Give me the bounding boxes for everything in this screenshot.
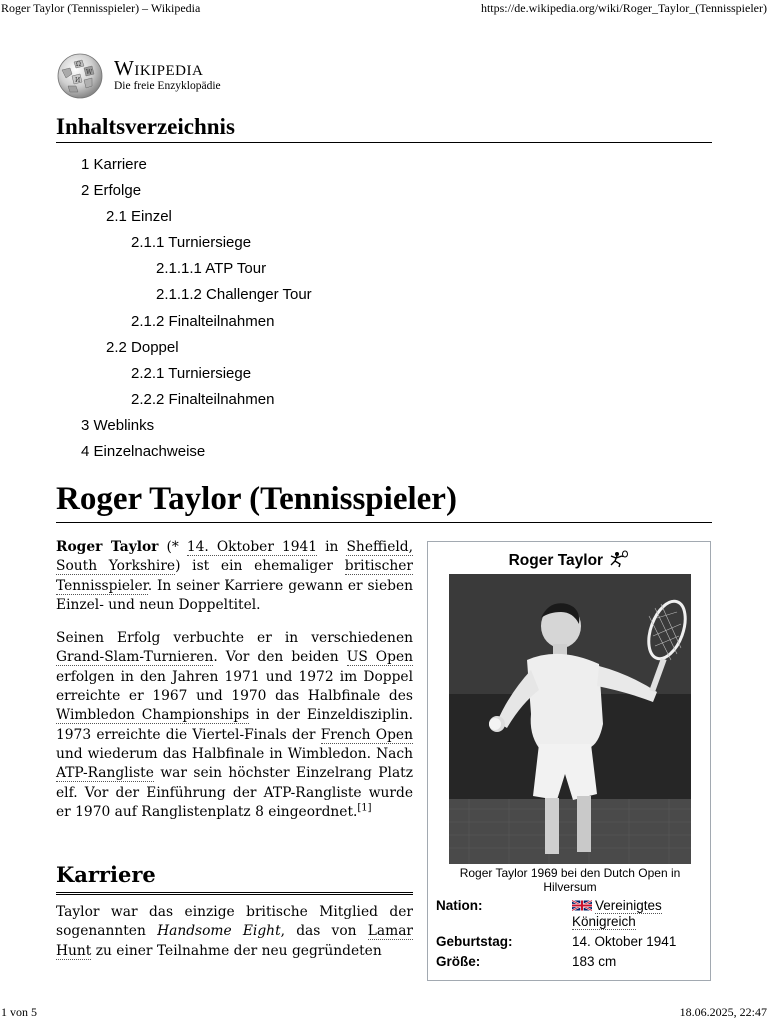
text: und wiederum das Halbfinale in Wimbledon. Nach bbox=[56, 745, 413, 762]
lamar-hunt-link[interactable]: Lamar Hunt bbox=[56, 923, 414, 959]
print-url: https://de.wikipedia.org/wiki/Roger_Taylor_(Tennisspieler) bbox=[480, 1, 767, 15]
toc-item[interactable]: 2.1.1.2 Challenger Tour bbox=[156, 286, 312, 304]
career-summary-paragraph bbox=[56, 629, 413, 822]
toc-item[interactable]: 2.1.1 Turniersiege bbox=[131, 234, 252, 252]
infobox-key: Nation: bbox=[436, 898, 483, 913]
print-page-title: Roger Taylor (Tennisspieler) – Wikipedia bbox=[1, 1, 201, 15]
infobox-title-text: Roger Taylor bbox=[508, 552, 604, 569]
text: Seinen Erfolg verbuchte er in verschiedenen bbox=[56, 630, 413, 647]
birthplace-link[interactable]: Sheffield, South Yorkshire bbox=[56, 539, 413, 575]
infobox-key: Geburtstag: bbox=[436, 934, 513, 949]
svg-text:W: W bbox=[86, 69, 93, 76]
toc-item[interactable]: 2.1 Einzel bbox=[106, 208, 172, 226]
infobox-row bbox=[436, 954, 710, 974]
infobox-value: 14. Oktober 1941 bbox=[572, 934, 677, 949]
intro-paragraph bbox=[56, 538, 413, 615]
nationality-link[interactable]: britischer Tennisspieler bbox=[56, 558, 413, 594]
emphasis-text: Handsome Eight bbox=[157, 923, 281, 940]
text: in bbox=[317, 539, 347, 555]
toc-heading: Inhaltsverzeichnis bbox=[56, 114, 712, 143]
text: (* bbox=[158, 539, 187, 555]
infobox-title bbox=[428, 550, 710, 570]
grand-slam-link[interactable]: Grand-Slam-Turnieren bbox=[56, 649, 214, 666]
infobox-row bbox=[436, 934, 710, 954]
print-datetime: 18.06.2025, 22:47 bbox=[679, 1005, 767, 1019]
karriere-paragraph bbox=[56, 903, 413, 961]
text: . Vor den beiden bbox=[213, 649, 347, 666]
toc-item[interactable]: 2 Erfolge bbox=[81, 182, 142, 200]
wimbledon-link[interactable]: Wimbledon Championships bbox=[56, 707, 250, 724]
toc-item[interactable]: 2.2.2 Finalteilnahmen bbox=[131, 390, 275, 408]
infobox-facts bbox=[436, 898, 710, 974]
svg-text:И: И bbox=[75, 77, 81, 84]
print-footer bbox=[0, 1006, 768, 1024]
infobox-value bbox=[572, 898, 710, 934]
us-open-link[interactable]: US Open bbox=[346, 649, 413, 666]
text: . In seiner Karriere gewann er sieben Einzel- und neun Doppeltitel. bbox=[56, 577, 413, 613]
text: Taylor war das einzige britische Mitglied der sogenannten bbox=[56, 904, 413, 940]
page-number: 1 von 5 bbox=[1, 1005, 37, 1019]
section-heading-karriere: Karriere bbox=[56, 860, 413, 895]
french-open-link[interactable]: French Open bbox=[320, 726, 413, 743]
page-title: Roger Taylor (Tennisspieler) bbox=[56, 478, 712, 523]
nation-link[interactable]: Vereinigtes Königreich bbox=[572, 898, 662, 929]
text: erfolgen in den Jahren 1971 und 1972 im Doppel erreichte er 1967 und 1970 das Halbfinale des bbox=[56, 668, 413, 705]
subject-name: Roger Taylor bbox=[56, 539, 159, 555]
birthdate-link[interactable]: 14. Oktober 1941 bbox=[186, 539, 318, 555]
tennis-player-icon bbox=[607, 550, 629, 568]
text: zu einer Teilnahme der neu gegründeten bbox=[91, 942, 382, 959]
text: , das von bbox=[280, 923, 368, 940]
toc-item[interactable]: 2.1.1.1 ATP Tour bbox=[156, 260, 267, 278]
toc-item[interactable]: 3 Weblinks bbox=[81, 416, 155, 434]
svg-text:Ω: Ω bbox=[76, 61, 81, 68]
photo-caption: Roger Taylor 1969 bei den Dutch Open in Hilversum bbox=[459, 866, 681, 894]
wikipedia-globe-icon bbox=[56, 52, 104, 100]
infobox-row bbox=[436, 898, 710, 934]
player-photo[interactable] bbox=[449, 574, 691, 864]
wikipedia-logo[interactable] bbox=[56, 52, 276, 102]
wikipedia-wordmark: Wikipedia bbox=[114, 56, 204, 80]
reference-link[interactable]: [1] bbox=[357, 802, 372, 814]
infobox bbox=[427, 541, 711, 981]
infobox-key: Größe: bbox=[436, 954, 481, 969]
toc-item[interactable]: 4 Einzelnachweise bbox=[81, 443, 206, 461]
text: war sein höchster Einzelrang Platz elf. Vor der Einführung der ATP-Rangliste wurde er 1970 auf Ranglistenplatz 8 eingeordnet. bbox=[56, 765, 413, 820]
text: in der Einzeldisziplin. 1973 erreichte die Viertel-Finals der bbox=[56, 707, 413, 743]
infobox-value: 183 cm bbox=[572, 954, 617, 969]
print-header bbox=[0, 0, 768, 18]
atp-ranking-link[interactable]: ATP-Rangliste bbox=[56, 765, 154, 782]
article-body bbox=[56, 538, 413, 836]
toc-item[interactable]: 2.2 Doppel bbox=[106, 338, 179, 356]
table-of-contents bbox=[56, 154, 712, 467]
toc-item[interactable]: 2.2.1 Turniersiege bbox=[131, 364, 252, 382]
toc-item[interactable]: 1 Karriere bbox=[81, 156, 147, 173]
toc-item[interactable]: 2.1.2 Finalteilnahmen bbox=[131, 312, 275, 330]
uk-flag-icon bbox=[572, 899, 592, 912]
wikipedia-tagline: Die freie Enzyklopädie bbox=[114, 80, 221, 92]
text: ) ist ein ehemaliger bbox=[175, 558, 345, 575]
